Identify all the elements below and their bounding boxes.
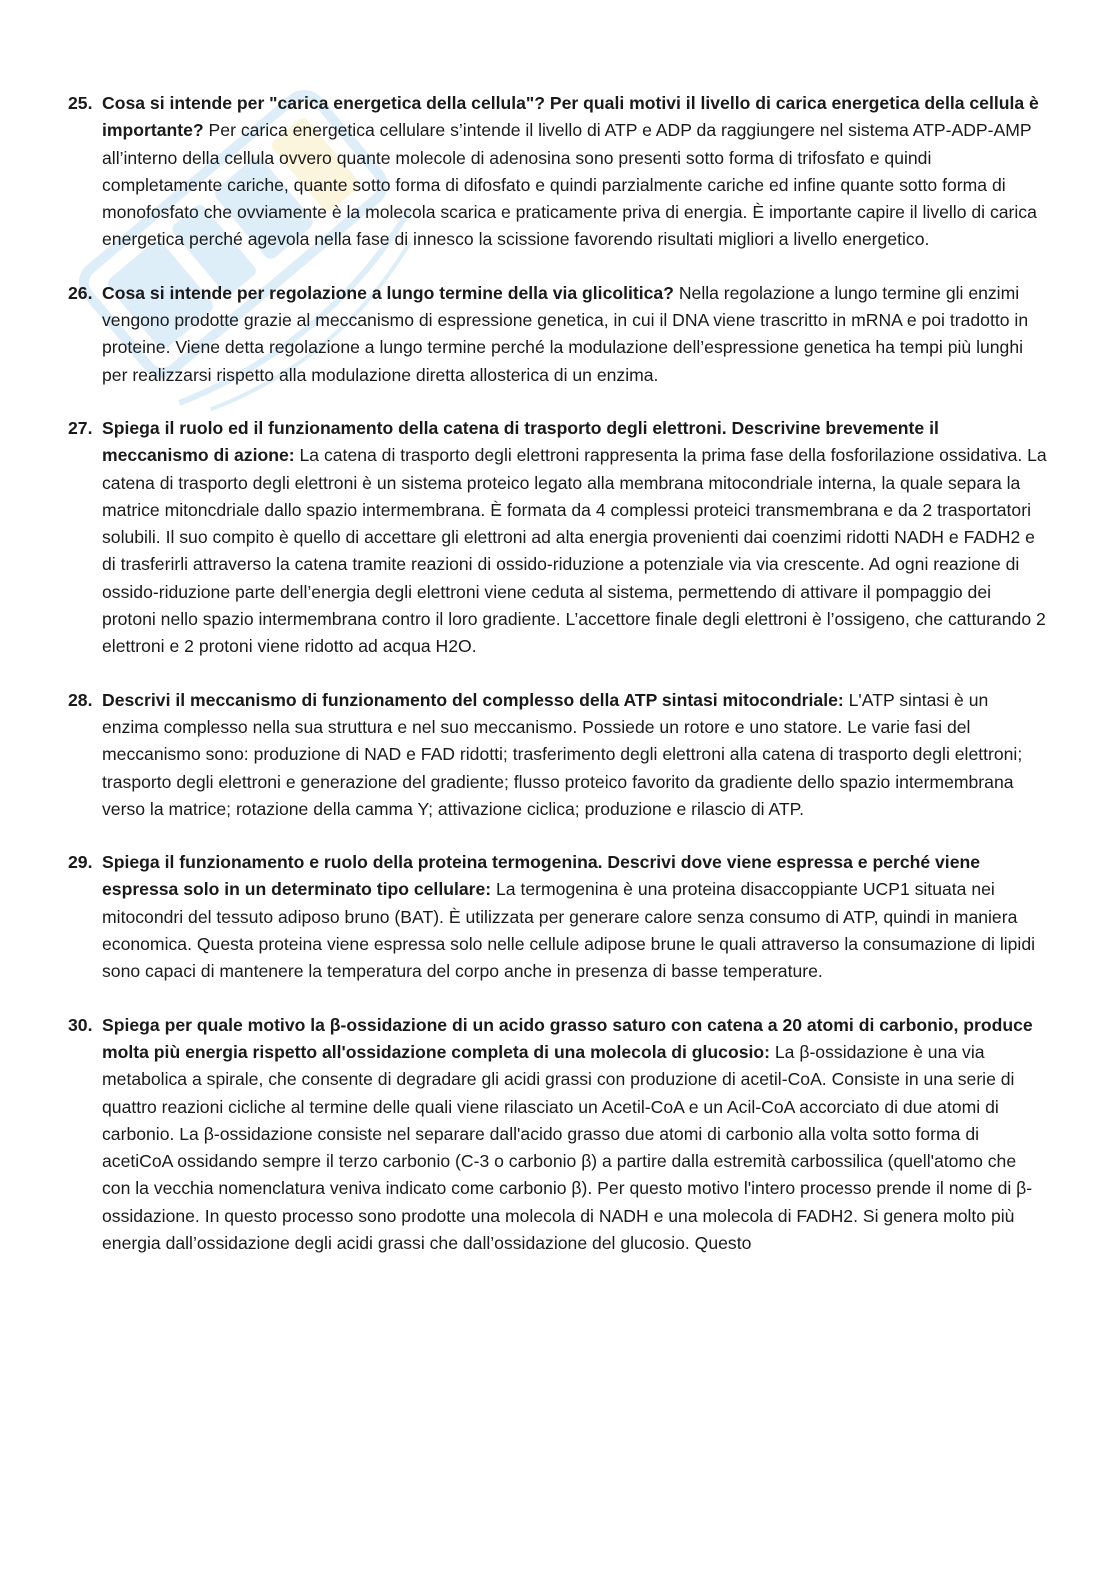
question-text: Cosa si intende per "carica energetica della cellula"? Per quali motivi il livello di carica energetica della cellula è importante?	[102, 93, 1039, 141]
question-number: 29.	[68, 852, 93, 873]
question-number: 27.	[68, 417, 93, 438]
question-text: Descrivi il meccanismo di funzionamento del complesso della ATP sintasi mitocondriale:	[102, 689, 849, 710]
question-list	[68, 90, 1048, 1283]
answer-text: L'ATP sintasi è un enzima complesso nella sua struttura e nel suo meccanismo. Possiede un rotore e uno statore. Le varie fasi del meccanismo sono: produzione di NAD e FAD ridotti; trasferimento degli elettroni alla catena di trasporto degli elettroni; trasporto degli elettroni e generazione del gradiente; flusso proteico favorito da gradiente dello spazio intermembrana verso la matrice; rotazione della camma Y; attivazione ciclica; produzione e rilascio di ATP.	[102, 689, 1023, 819]
question-item-30	[68, 1012, 1048, 1258]
question-number: 28.	[68, 689, 93, 710]
question-item-26	[68, 280, 1048, 389]
answer-text: Nella regolazione a lungo termine gli enzimi vengono prodotte grazie al meccanismo di espressione genetica, in cui il DNA viene trascritto in mRNA e poi tradotto in proteine. Viene detta regolazione a lungo termine perché la modulazione dell’espressione genetica ha tempi più lunghi per realizzarsi rispetto alla modulazione diretta allosterica di un enzima.	[102, 282, 1029, 385]
question-number: 26.	[68, 282, 93, 303]
answer-text: La catena di trasporto degli elettroni rappresenta la prima fase della fosforilazione ossidativa. La catena di trasporto degli elettroni è un sistema proteico legato alla membrana mitocondriale interna, la quale separa la matrice mitoncdriale dallo spazio intermembrana. È formata da 4 complessi proteici transmembrana e da 2 trasportatori solubili. Il suo compito è quello di accettare gli elettroni ad alta energia provenienti dai coenzimi ridotti NADH e FADH2 e di trasferirli attraverso la catena tramite reazioni di ossido-riduzione a potenziale via via crescente. Ad ogni reazione di ossido-riduzione parte dell’energia degli elettroni viene ceduta al sistema, permettendo di attivare il pompaggio dei protoni nello spazio intermembrana contro il loro gradiente. L’accettore finale degli elettroni è l’ossigeno, che catturando 2 elettroni e 2 protoni viene ridotto ad acqua H2O.	[102, 445, 1047, 657]
question-text: Spiega il funzionamento e ruolo della proteina termogenina. Descrivi dove viene espressa e perché viene espressa solo in un determinato tipo cellulare:	[102, 852, 981, 900]
question-text: Spiega il ruolo ed il funzionamento della catena di trasporto degli elettroni. Descrivine brevemente il meccanismo di azione:	[102, 417, 939, 466]
question-text: Cosa si intende per regolazione a lungo termine della via glicolitica?	[102, 282, 679, 303]
answer-text: Per carica energetica cellulare s’intende il livello di ATP e ADP da raggiungere nel sistema ATP-ADP-AMP all’interno della cellula ovvero quante molecole di adenosina sono presenti sotto forma di trifosfato e quindi completamente cariche, quante sotto forma di difosfato e quindi parzialmente cariche ed infine quante sotto forma di monofosfato che ovviamente è la molecola scarica e praticamente priva di energia. È importante capire il livello di carica energetica perché agevola nella fase di innesco la scissione favorendo risultati migliori a livello energetico.	[102, 120, 1037, 250]
question-number: 25.	[68, 93, 93, 113]
answer-text: La β-ossidazione è una via metabolica a spirale, che consente di degradare gli acidi grassi con produzione di acetil-CoA. Consiste in una serie di quattro reazioni cicliche al termine delle quali viene rilasciato un Acetil-CoA e un Acil-CoA accorciato di due atomi di carbonio. La β-ossidazione consiste nel separare dall'acido grasso due atomi di carbonio alla volta sotto forma di acetiCoA ossidando sempre il terzo carbonio (C-3 o carbonio β) a partire dalla estremità carbossilica (quell'atomo che con la vecchia nomenclatura veniva indicato come carbonio β). Per questo motivo l'intero processo prende il nome di β-ossidazione. In questo processo sono prodotte una molecola di NADH e una molecola di FADH2. Si genera molto più energia dall’ossidazione degli acidi grassi che dall’ossidazione del glucosio. Questo	[102, 1041, 1033, 1253]
question-number: 30.	[68, 1014, 93, 1035]
question-item-29	[68, 849, 1048, 985]
question-item-25	[68, 90, 1048, 254]
question-item-27	[68, 415, 1048, 661]
question-text: Spiega per quale motivo la β-ossidazione di un acido grasso saturo con catena a 20 atomi di carbonio, produce molta più energia rispetto all'ossidazione completa di una molecola di glucosio:	[102, 1014, 1033, 1062]
question-item-28	[68, 687, 1048, 823]
answer-text: La termogenina è una proteina disaccoppiante UCP1 situata nei mitocondri del tessuto adiposo bruno (BAT). È utilizzata per generare calore senza consumo di ATP, quindi in maniera economica. Questa proteina viene espressa solo nelle cellule adipose brune le quali attraverso la consumazione di lipidi sono capaci di mantenere la temperatura del corpo anche in presenza di basse temperature.	[102, 879, 1036, 982]
